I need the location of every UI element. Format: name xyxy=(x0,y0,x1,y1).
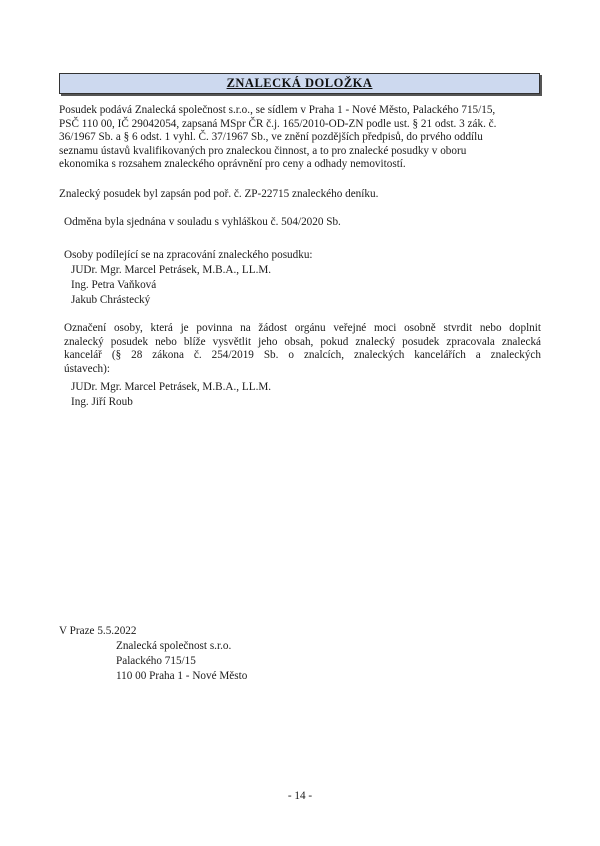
section-heading-box xyxy=(59,73,540,94)
participant-name: Jakub Chrástecký xyxy=(71,294,151,306)
registration-text: Znalecký posudek byl zapsán pod poř. č. ZP-22715 znaleckého deníku. xyxy=(59,188,379,200)
designation-line: znalecký posudek nebo blíže vysvětlit jeho obsah, pokud znalecký posudek zpracovala znalecká xyxy=(64,335,541,348)
designation-paragraph xyxy=(64,322,541,376)
designation-line: Označení osoby, která je povinna na žádost orgánu veřejné moci osobně stvrdit nebo doplnit xyxy=(64,322,541,334)
remuneration-text: Odměna byla sjednána v souladu s vyhláškou č. 504/2020 Sb. xyxy=(64,216,341,228)
participants-label: Osoby podílející se na zpracování znaleckého posudku: xyxy=(64,249,313,261)
signature-company: Znalecká společnost s.r.o. xyxy=(116,640,232,652)
intro-line: ekonomika s rozsahem znaleckého oprávnění pro ceny a odhady nemovitostí. xyxy=(59,158,406,171)
page-number: - 14 - xyxy=(287,790,313,802)
participant-name: Ing. Petra Vaňková xyxy=(71,279,157,291)
signature-street: Palackého 715/15 xyxy=(116,655,196,667)
intro-paragraph xyxy=(59,104,539,172)
designated-person-name: JUDr. Mgr. Marcel Petrásek, M.B.A., LL.M. xyxy=(71,381,272,393)
participant-name: JUDr. Mgr. Marcel Petrásek, M.B.A., LL.M. xyxy=(71,264,272,276)
place-date: V Praze 5.5.2022 xyxy=(59,625,137,637)
designated-person-name: Ing. Jiří Roub xyxy=(71,396,133,408)
section-heading: ZNALECKÁ DOLOŽKA xyxy=(226,76,373,90)
designation-line: kancelář (§ 28 zákona č. 254/2019 Sb. o znalcích, znaleckých kancelářích a znaleckých xyxy=(64,349,541,362)
intro-line: PSČ 110 00, IČ 29042054, zapsaná MSpr ČR č.j. 165/2010-OD-ZN podle ust. § 21 odst. 3 zák. č. xyxy=(59,117,497,130)
intro-line: Posudek podává Znalecká společnost s.r.o., se sídlem v Praha 1 - Nové Město, Palackého 715/15, xyxy=(59,104,496,116)
designation-line: ústavech): xyxy=(64,362,110,375)
signature-city: 110 00 Praha 1 - Nové Město xyxy=(116,670,248,682)
intro-line: seznamu ústavů kvalifikovaných pro znaleckou činnost, a to pro znalecké posudky v oboru xyxy=(59,144,467,157)
intro-line: 36/1967 Sb. a § 6 odst. 1 vyhl. Č. 37/1967 Sb., ve znění pozdějších předpisů, do prvého oddílu xyxy=(59,131,483,144)
